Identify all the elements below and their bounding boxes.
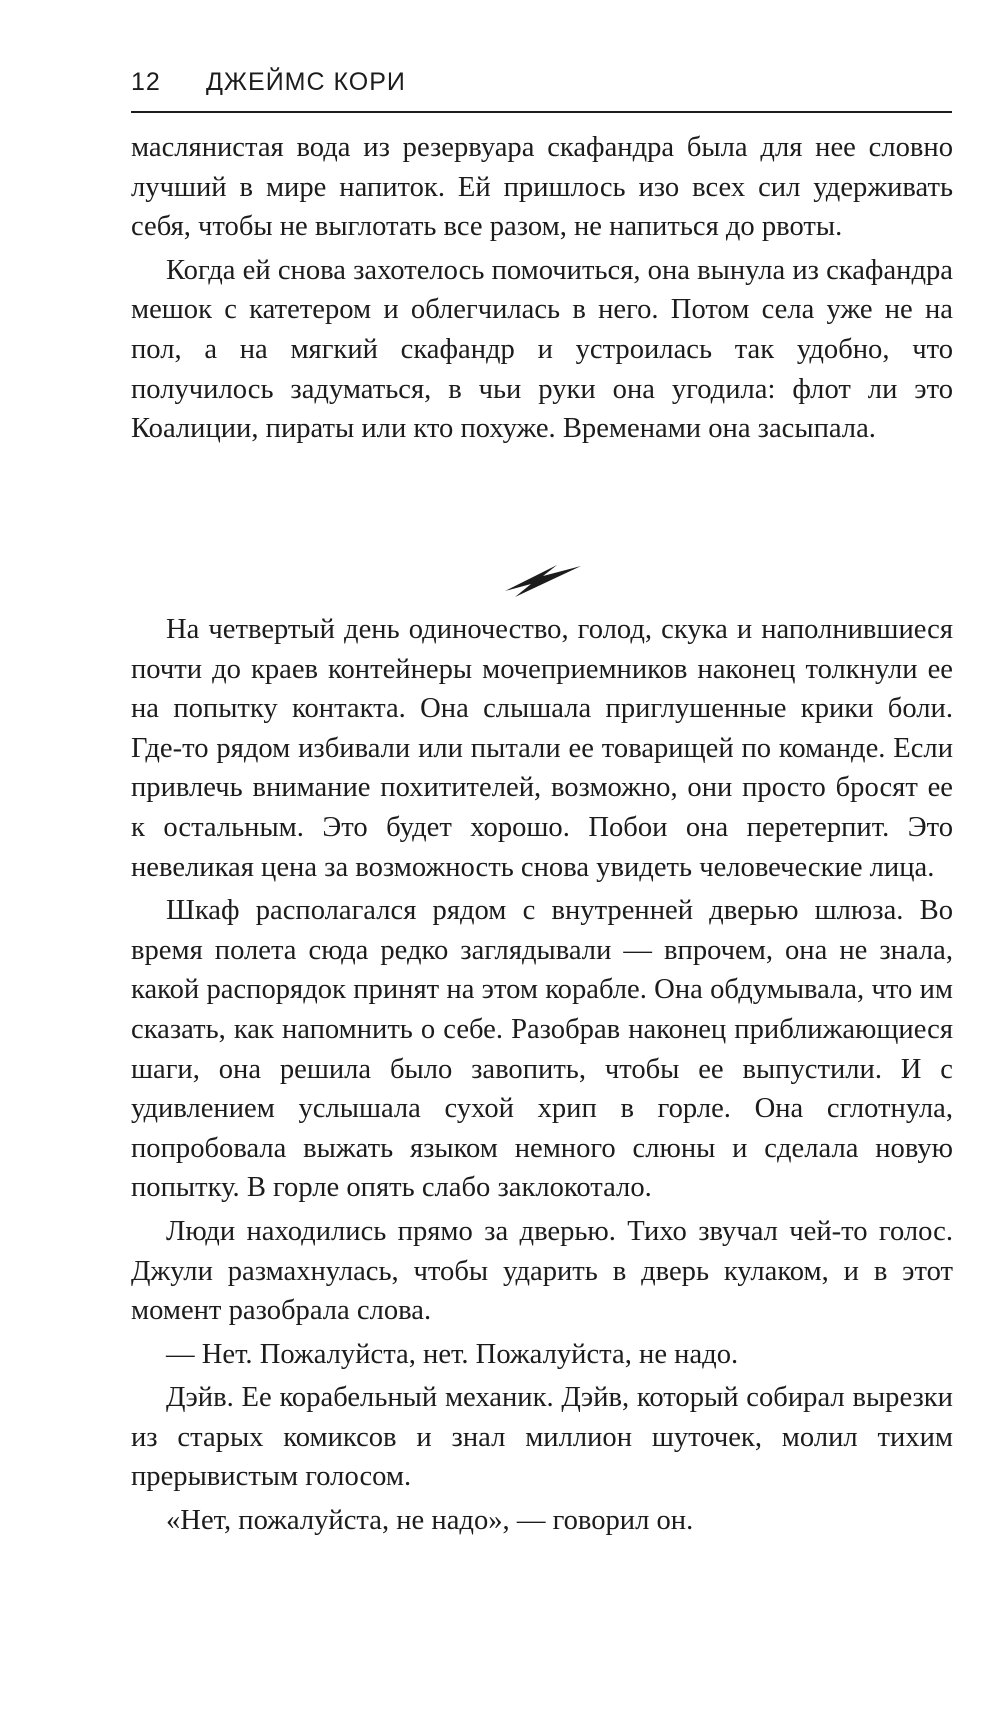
text-section-one xyxy=(131,128,953,449)
paragraph: Дэйв. Ее корабельный механик. Дэйв, который собирал вырезки из старых комиксов и знал миллион шуточек, молил тихим прерывистым голосом. xyxy=(131,1382,953,1493)
page-number: 12 xyxy=(131,68,161,96)
running-head xyxy=(131,68,951,104)
paragraph: «Нет, пожалуйста, не надо», — говорил он. xyxy=(166,1505,694,1537)
paragraph: На четвертый день одиночество, голод, скука и наполнившиеся почти до краев контейнеры мочеприемников наконец толкнули ее на попытку контакта. Она слышала приглушенные крики боли. Где-то рядом избивали или пытали ее товарищей по команде. Если привлечь внимание похитителей, возможно, они просто бросят ее к остальным. Это будет хорошо. Побои она перетерпит. Это невеликая цена за возможность снова увидеть человеческие лица. xyxy=(131,614,953,883)
paragraph: масляниcтая вода из резервуара скафандра была для нее словно лучший в мире напиток. Ей пришлось изо всех сил удерживать себя, чтобы не выглотать все разом, не напиться до рвоты. xyxy=(131,132,953,243)
author-name: ДЖЕЙМС КОРИ xyxy=(206,68,406,96)
text-section-two xyxy=(131,610,953,1541)
header-rule xyxy=(131,111,952,113)
paragraph: Люди находились прямо за дверью. Тихо звучал чей-то голос. Джули размахнулась, чтобы ударить в дверь кулаком, и в этот момент разобрала слова. xyxy=(131,1215,953,1327)
paragraph: Шкаф располагался рядом с внутренней дверью шлюза. Во время полета сюда редко заглядывали — впрочем, она не знала, какой распорядок принят на этом корабле. Она обдумывала, что им сказать, как напомнить о себе. Разобрав наконец приближающиеся шаги, она решила было завопить, чтобы ее выпустили. И с удивлением услышала сухой хрип в горле. Она сглотнула, попробовала выжать языком немного слюны и сделала новую попытку. В горле опять слабо заклокотало. xyxy=(131,895,953,1204)
lightning-bolt-icon xyxy=(505,545,581,599)
dialogue-line: — Нет. Пожалуйста, нет. Пожалуйста, не надо. xyxy=(166,1338,739,1370)
paragraph: Когда ей снова захотелось помочиться, она вынула из скафандра мешок с катетером и облегчилась в него. Потом села уже не на пол, а на мягкий скафандр и устроилась так удобно, что получилось задуматься, в чьи руки она угодила: флот ли это Коалиции, пираты или кто похуже. Временами она засыпала. xyxy=(131,254,953,445)
